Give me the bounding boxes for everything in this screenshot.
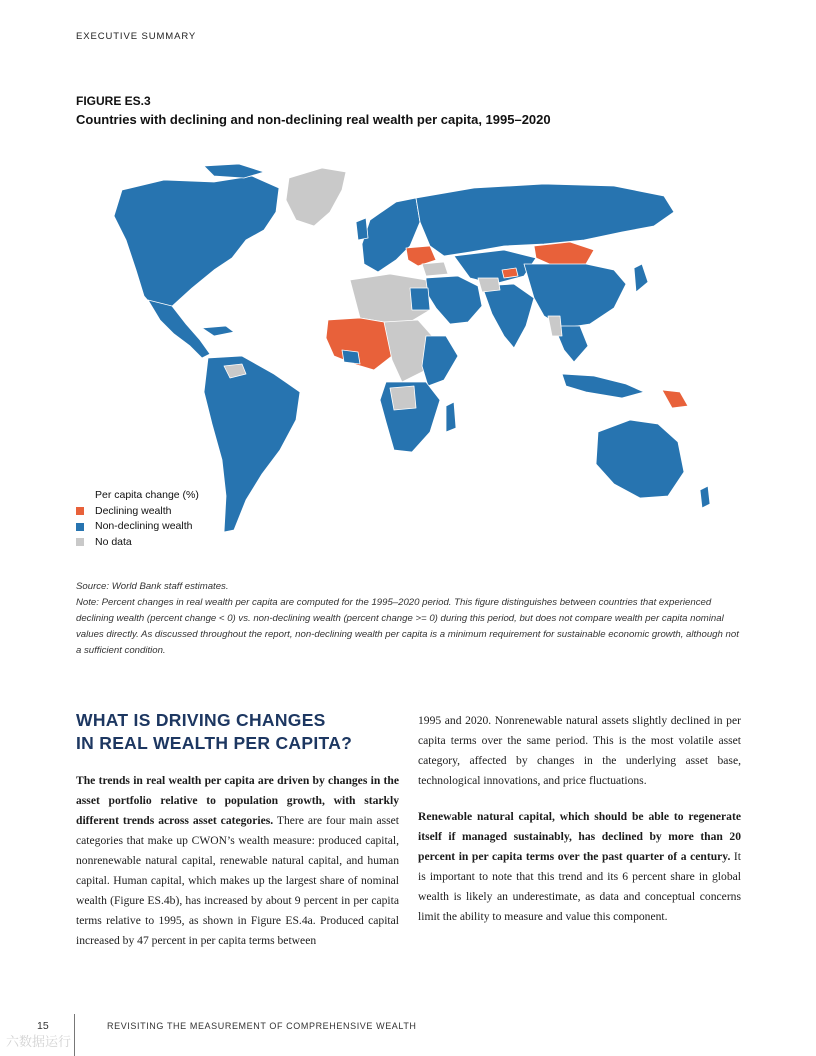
section-heading — [76, 709, 406, 755]
region-east-asia — [524, 264, 626, 328]
legend-swatch — [76, 507, 84, 515]
figure-label: FIGURE ES.3 — [76, 94, 151, 108]
figure-notes — [76, 579, 744, 659]
region-uk — [356, 218, 368, 240]
legend-item-non-declining — [76, 519, 199, 535]
body-text: It is important to note that this trend and its 6 percent share in global wealth is likely an underestimate, as data and conceptual concerns limit the ability to measure and value this component. — [418, 850, 741, 923]
region-middle-east — [426, 276, 482, 324]
body-bold-lead: Renewable natural capital, which should be able to regenerate itself if managed sustainably, has declined by more than 20 percent in per capita terms over the past quarter of a century. — [418, 810, 741, 863]
region-japan — [634, 264, 648, 292]
region-caribbean — [202, 326, 234, 336]
region-north-america — [114, 176, 279, 310]
legend-item-no-data — [76, 535, 199, 551]
region-afghanistan — [478, 278, 500, 292]
region-central-america — [148, 300, 210, 358]
region-south-america — [204, 356, 300, 532]
region-myanmar-nodata — [548, 316, 562, 336]
body-paragraph — [76, 771, 399, 951]
region-australia — [596, 420, 684, 498]
region-south-asia — [482, 284, 534, 348]
region-egypt — [410, 288, 430, 310]
region-new-zealand — [700, 486, 710, 508]
legend-swatch — [76, 523, 84, 531]
section-heading-line1: WHAT IS DRIVING CHANGES — [76, 710, 326, 730]
body-column-right — [418, 711, 741, 927]
running-head: EXECUTIVE SUMMARY — [76, 31, 197, 42]
region-kyrgyzstan — [502, 268, 518, 278]
legend-label: Non-declining wealth — [95, 520, 193, 532]
footer-divider — [74, 1014, 75, 1056]
legend-label: No data — [95, 535, 132, 548]
figure-note: Note: Percent changes in real wealth per capita are computed for the 1995–2020 period. This figure distinguishes between countries that experienced declining wealth (percent change < 0) vs. non-declining wealth (percent change >= 0) during this period, but does not compare wealth per capita nominal values directly. As discussed throughout the report, non-declining wealth per capita is a minimum requirement for sustainable economic growth, although not a sufficient condition. — [76, 597, 739, 656]
body-paragraph — [418, 807, 741, 927]
region-southern-africa-nodata — [390, 386, 416, 410]
region-greenland — [286, 168, 346, 226]
region-papua-new-guinea — [662, 390, 688, 408]
body-text: There are four main asset categories that make up CWON’s wealth measure: produced capital, nonrenewable natural capital, renewable natural capital, and human capital. Human capital, which makes up the largest share of nominal wealth (Figure ES.4b), has increased by about 9 percent in per capita terms relative to 1995, as shown in Figure ES.4a. Produced capital increased by 47 percent in per capita terms between — [76, 814, 399, 947]
page-number: 15 — [37, 1020, 49, 1032]
region-madagascar — [446, 402, 456, 432]
region-middle-east-nodata — [422, 262, 448, 276]
legend-label: Declining wealth — [95, 504, 172, 517]
region-indonesia — [562, 374, 644, 398]
map-legend — [76, 488, 199, 550]
legend-title: Per capita change (%) — [95, 489, 199, 501]
region-arctic-islands — [204, 164, 264, 178]
footer-title: REVISITING THE MEASUREMENT OF COMPREHENSIVE WEALTH — [107, 1021, 417, 1031]
watermark: 六数据运行 — [6, 1034, 72, 1049]
region-east-africa — [422, 336, 458, 386]
body-column-left — [76, 771, 399, 951]
region-west-africa-mixed — [342, 350, 360, 364]
section-heading-line2: IN REAL WEALTH PER CAPITA? — [76, 733, 353, 753]
figure-source: Source: World Bank staff estimates. — [76, 581, 229, 592]
legend-item-declining — [76, 504, 199, 520]
region-mongolia — [534, 242, 594, 266]
body-bold-lead: The trends in real wealth per capita are driven by changes in the asset portfolio relative to population growth, with starkly different trends across asset categories. — [76, 774, 399, 827]
body-paragraph: 1995 and 2020. Nonrenewable natural assets slightly declined in per capita terms over the same period. This is the most volatile asset category, affected by changes in the underlying asset base, technological innovations, and price fluctuations. — [418, 714, 741, 787]
legend-swatch — [76, 538, 84, 546]
figure-title: Countries with declining and non-declining real wealth per capita, 1995–2020 — [76, 112, 551, 127]
